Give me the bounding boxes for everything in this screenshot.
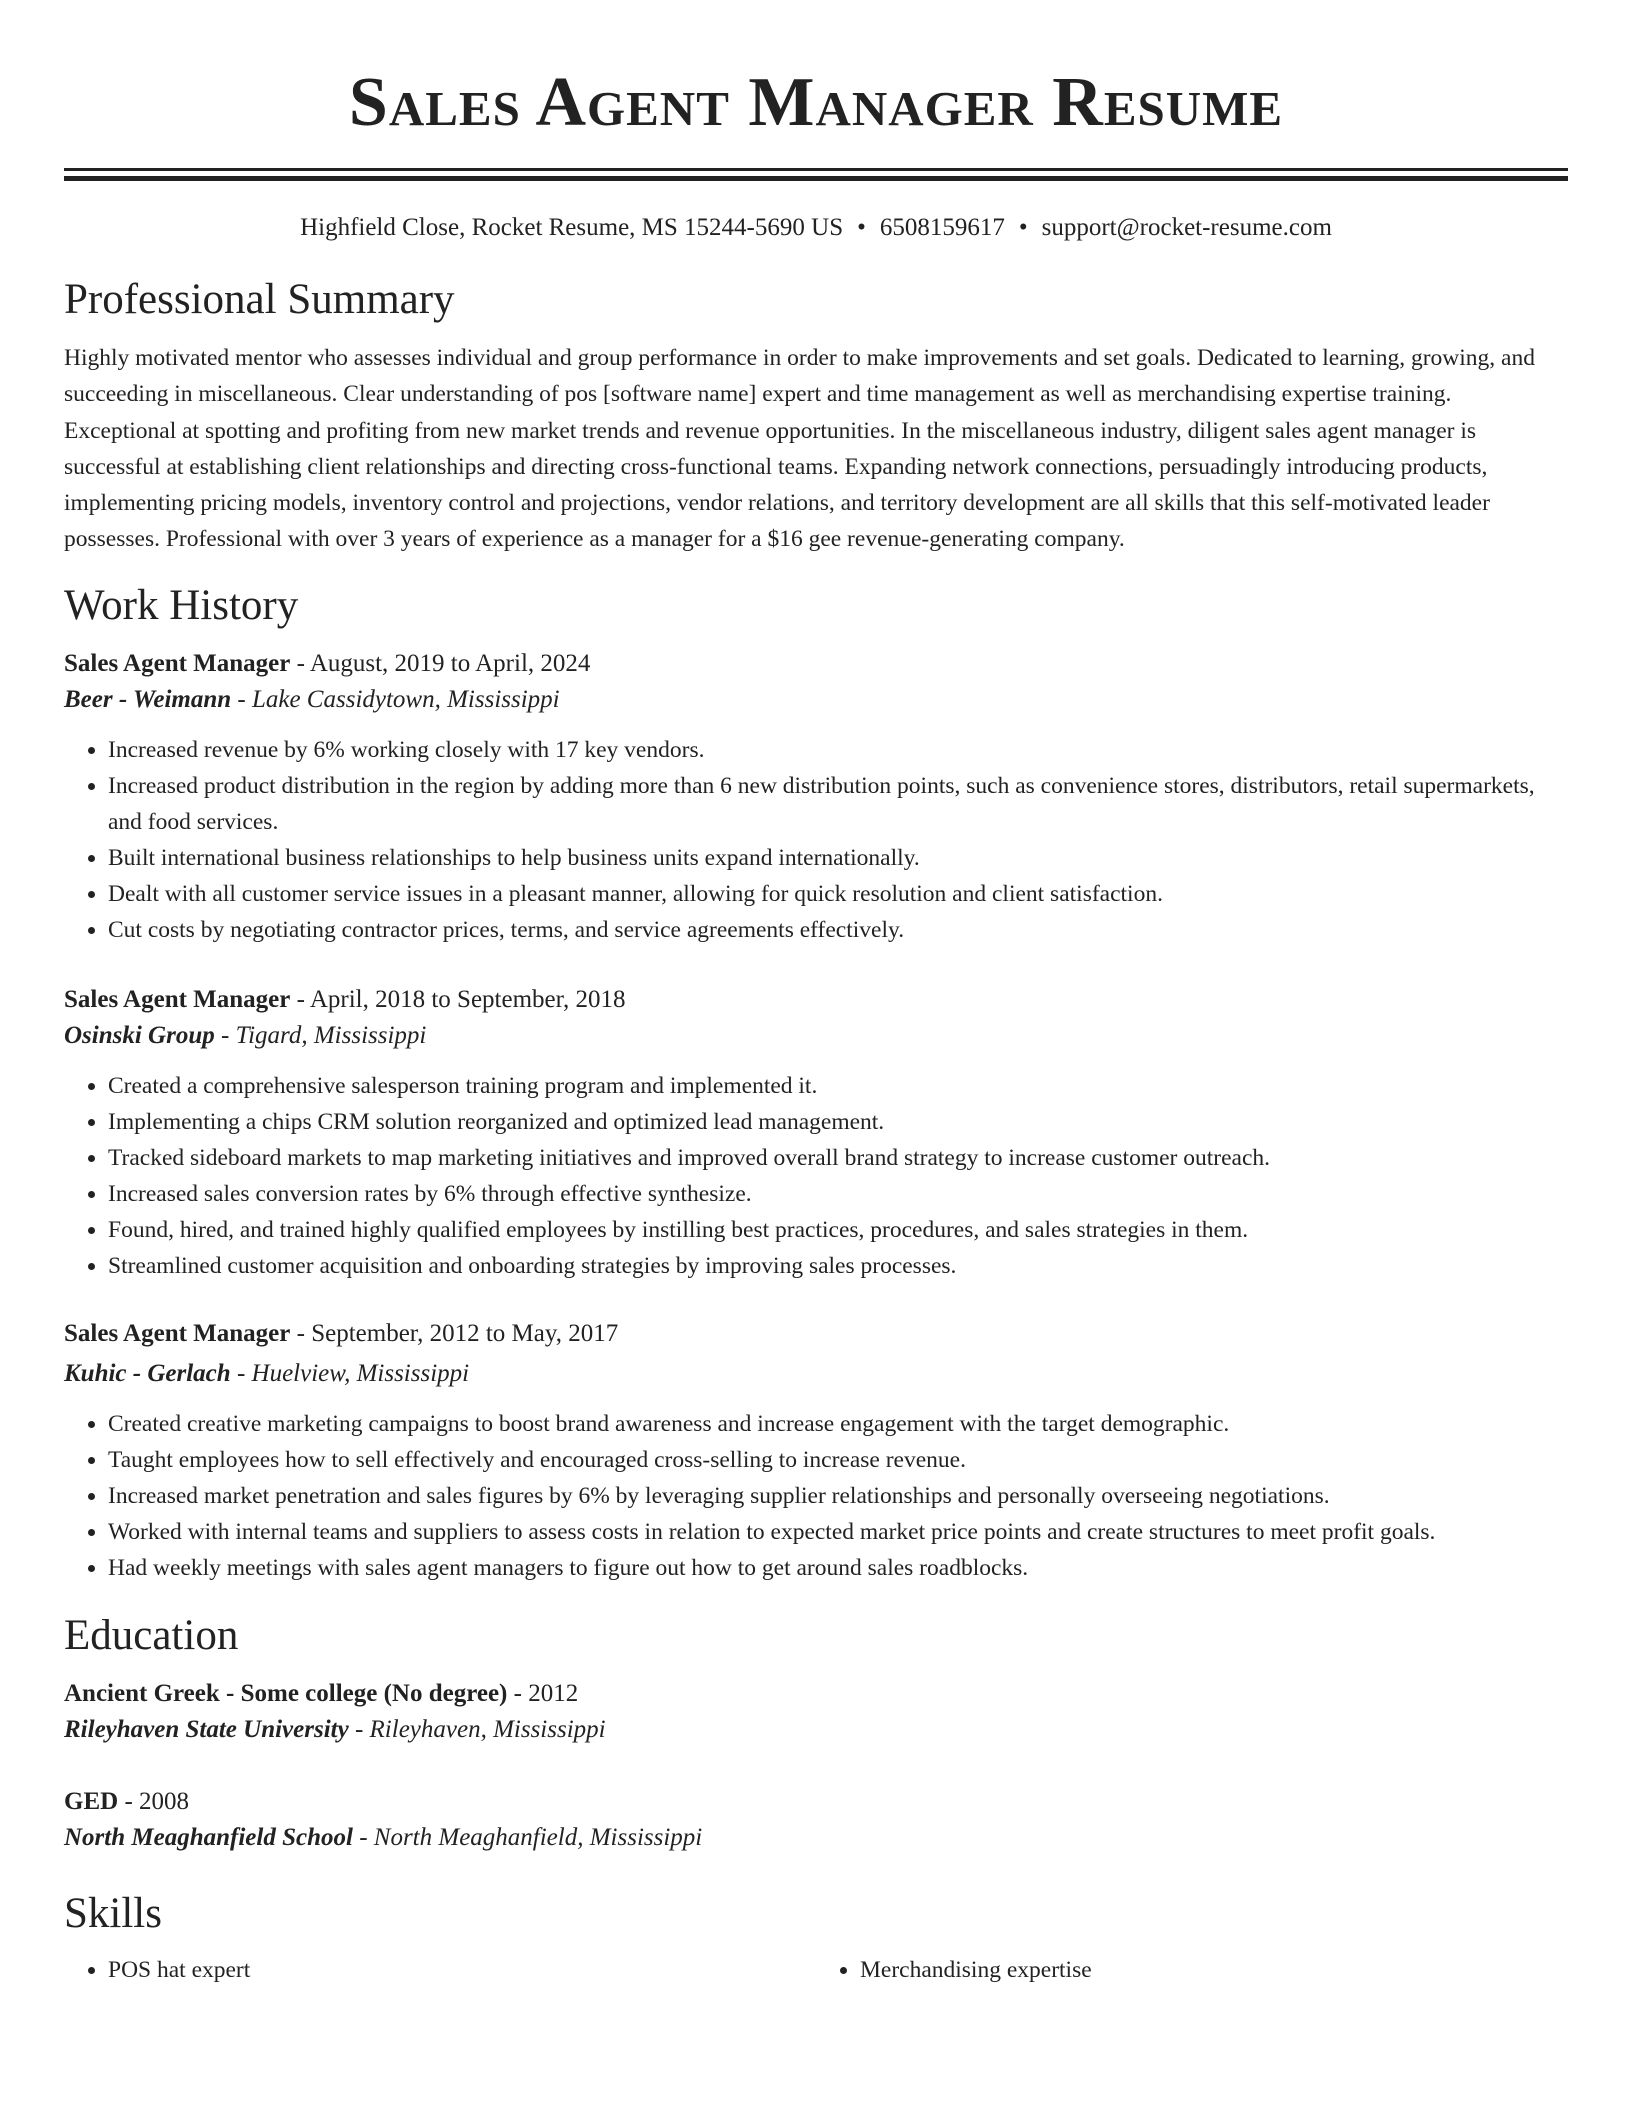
education-entry [64,1676,1568,1748]
job-title: Sales Agent Manager [64,1319,291,1347]
education-year: - 2008 [118,1787,190,1815]
education-entry [64,1784,1568,1856]
summary-heading: Professional Summary [64,276,455,323]
job-bullet: • Increased product distribution in the region by adding more than 6 new distribution points, such as convenience stores, distributors, retail supermarkets, and food services. [108,768,1568,840]
job-company-line [64,1356,1568,1392]
job-bullet: • Dealt with all customer service issues in a pleasant manner, allowing for quick resolution and client satisfaction. [108,876,1568,912]
job-entry [64,1316,1568,1586]
education-school-line [64,1820,1568,1856]
skill-item: • POS hat expert [108,1952,816,1988]
job-company: Osinski Group [64,1021,215,1049]
job-bullets [64,1068,1568,1284]
education-section [64,1608,1568,1856]
job-bullet: • Had weekly meetings with sales agent managers to figure out how to get around sales roadblocks. [108,1550,1568,1586]
job-title: Sales Agent Manager [64,985,291,1013]
header-rule-thick [64,176,1568,181]
skills-heading: Skills [64,1889,162,1937]
job-location: - Lake Cassidytown, Mississippi [231,685,560,713]
work-history-section [64,578,1568,1586]
job-title-line [64,646,1568,682]
job-bullet: • Created a comprehensive salesperson training program and implemented it. [108,1068,1568,1104]
education-degree: Ancient Greek - Some college (No degree) [64,1679,508,1707]
job-company: Beer - Weimann [64,685,232,713]
job-bullet: • Built international business relationships to help business units expand internationally. [108,840,1568,876]
skills-column-left [64,1952,816,1988]
job-dates: - August, 2019 to April, 2024 [290,649,591,677]
skill-item: • Merchandising expertise [860,1952,1568,1988]
job-company: Kuhic - Gerlach [64,1359,231,1387]
education-school-line [64,1712,1568,1748]
header-rule-thin [64,168,1568,171]
job-bullet: • Tracked sideboard markets to map marketing initiatives and improved overall brand strategy to increase customer outreach. [108,1140,1568,1176]
job-bullet: • Created creative marketing campaigns to boost brand awareness and increase engagement with the target demographic. [108,1406,1568,1442]
job-title: Sales Agent Manager [64,649,291,677]
summary-text: Highly motivated mentor who assesses individual and group performance in order to make improvements and set goals. Dedicated to learning, growing, and succeeding in miscellaneous. Clear understanding of pos [software name] expert and time management as well as merchandising expertise training. Exceptional at spotting and profiting from new market trends and revenue opportunities. In the miscellaneous industry, diligent sales agent manager is successful at establishing client relationships and directing cross-functional teams. Expanding network connections, persuadingly introducing products, implementing pricing models, inventory control and projections, vendor relations, and territory development are all skills that this self-motivated leader possesses. Professional with over 3 years of experience as a manager for a $16 gee revenue-generating company. [64,345,1535,553]
education-school: North Meaghanfield School [64,1823,353,1851]
contact-email: support@rocket-resume.com [1041,214,1332,241]
resume-page [64,0,1568,1988]
contact-address: Highfield Close, Rocket Resume, MS 15244-5690 US [300,214,844,241]
summary-section [64,272,1568,558]
job-title-line [64,982,1568,1018]
contact-phone: 6508159617 [879,214,1005,241]
contact-separator: • [857,214,866,241]
job-company-line [64,1018,1568,1054]
resume-title: Sales Agent Manager Resume [348,64,1284,141]
contact-line [64,210,1568,246]
job-bullet: • Worked with internal teams and suppliers to assess costs in relation to expected market price points and create structures to meet profit goals. [108,1514,1568,1550]
contact-separator: • [1018,214,1028,241]
job-entry [64,982,1568,1284]
education-location: - Rileyhaven, Mississippi [348,1715,606,1743]
job-bullet: • Increased sales conversion rates by 6% through effective synthesize. [108,1176,1568,1212]
job-bullet: • Cut costs by negotiating contractor prices, terms, and service agreements effectively. [108,912,1568,948]
job-location: - Tigard, Mississippi [214,1021,427,1049]
job-bullets [64,1406,1568,1586]
education-location: - North Meaghanfield, Mississippi [352,1823,703,1851]
education-school: Rileyhaven State University [64,1715,349,1743]
job-bullet: • Increased revenue by 6% working closely with 17 key vendors. [108,732,1568,768]
job-bullet: • Found, hired, and trained highly qualified employees by instilling best practices, procedures, and sales strategies in them. [108,1212,1568,1248]
skills-section [64,1886,1568,1988]
skills-columns [64,1952,1568,1988]
work-history-heading: Work History [64,581,299,629]
education-degree: GED [64,1787,119,1815]
job-bullets [64,732,1568,948]
skills-column-right [816,1952,1568,1988]
job-bullet: • Streamlined customer acquisition and onboarding strategies by improving sales processes. [108,1248,1568,1284]
job-company-line [64,682,1568,718]
job-dates: - April, 2018 to September, 2018 [290,985,626,1013]
education-year: - 2012 [507,1679,579,1707]
job-dates: - September, 2012 to May, 2017 [290,1319,619,1347]
job-location: - Huelview, Mississippi [230,1359,470,1387]
job-bullet: • Taught employees how to sell effectively and encouraged cross-selling to increase revenue. [108,1442,1568,1478]
job-entry [64,646,1568,948]
education-degree-line [64,1676,1568,1712]
education-degree-line [64,1784,1568,1820]
education-heading: Education [64,1611,239,1659]
job-bullet: • Increased market penetration and sales figures by 6% by leveraging supplier relationships and personally overseeing negotiations. [108,1478,1568,1514]
job-bullet: • Implementing a chips CRM solution reorganized and optimized lead management. [108,1104,1568,1140]
job-title-line [64,1316,1568,1352]
